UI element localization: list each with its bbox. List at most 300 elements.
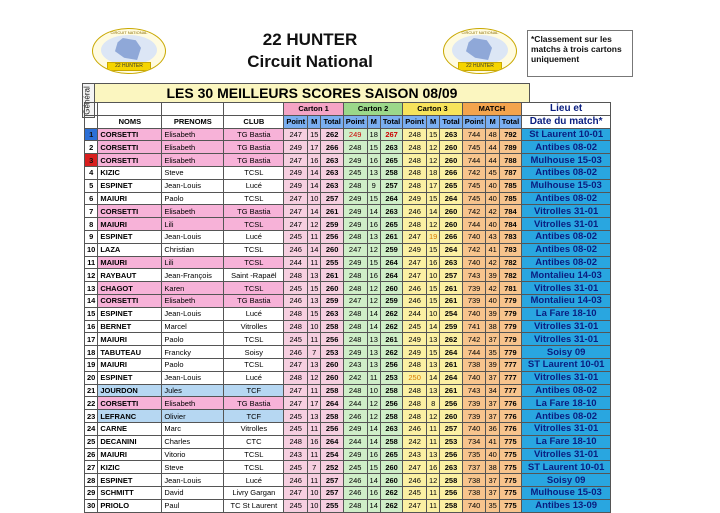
m-cell: 740 [462,371,486,384]
c1-cell: 248 [284,320,308,333]
c1-cell: 11 [308,333,321,346]
c1-cell: 263 [321,154,343,167]
logo-label: 22 HUNTER [458,62,502,71]
m-cell: 742 [462,243,486,256]
logo-ring-text: CIRCUIT NATIONAL [110,30,148,35]
name-cell: MAIURI [98,448,162,461]
name-cell: CARNE [98,422,162,435]
c3-cell: 248 [403,179,427,192]
lieu-cell: Mulhouse 15-03 [522,179,611,192]
c2-cell: 14 [367,422,380,435]
page-subtitle: Circuit National [247,52,373,71]
club-cell: Lucé [224,474,284,487]
club-cell: TCF [224,410,284,423]
table-row [85,243,611,256]
c1-cell: 13 [308,358,321,371]
c1-cell: 252 [321,461,343,474]
m-cell: 738 [462,486,486,499]
rank-cell: 27 [85,461,98,474]
c1-cell: 261 [321,269,343,282]
first-name-cell: Jean-Louis [162,371,224,384]
c3-cell: 12 [427,141,440,154]
c2-cell: 14 [367,499,380,512]
rank-cell: 16 [85,320,98,333]
c3-cell: 11 [427,422,440,435]
lieu-cell: Antibes 08-02 [522,256,611,269]
c2-cell: 264 [380,192,402,205]
c1-cell: 10 [308,499,321,512]
c3-cell: 253 [440,435,462,448]
table-row [85,230,611,243]
c2-cell: 261 [380,230,402,243]
c1-cell: 259 [321,294,343,307]
table-row [85,128,611,141]
c2-cell: 256 [380,397,402,410]
c3-cell: 265 [440,179,462,192]
c2-cell: 249 [343,346,367,359]
club-cell: TCSL [224,218,284,231]
c1-cell: 245 [284,410,308,423]
c3-cell: 15 [427,294,440,307]
c3-cell: 249 [403,333,427,346]
m-cell: 777 [499,358,521,371]
club-cell: TCSL [224,448,284,461]
name-cell: ESPINET [98,474,162,487]
m-cell: 36 [486,422,499,435]
rank-cell: 8 [85,218,98,231]
c1-cell: 257 [321,192,343,205]
club-cell: TG Bastia [224,128,284,141]
m-cell: 44 [486,141,499,154]
club-cell: Lucé [224,371,284,384]
name-cell: CHAGOT [98,282,162,295]
lieu-cell: Antibes 08-02 [522,166,611,179]
m-cell: 785 [499,179,521,192]
c1-cell: 16 [308,435,321,448]
c3-cell: 258 [440,499,462,512]
name-cell: BERNET [98,320,162,333]
m-cell: 789 [499,141,521,154]
c1-cell: 258 [321,384,343,397]
side-label: Général [82,86,92,115]
m-cell: 785 [499,192,521,205]
rank-cell: 5 [85,179,98,192]
name-cell: LAZA [98,243,162,256]
c3-cell: 11 [427,486,440,499]
name-cell: CORSETTI [98,294,162,307]
c1-cell: 262 [321,128,343,141]
name-cell: LEFRANC [98,410,162,423]
m-cell: 39 [486,269,499,282]
m-cell: 37 [486,397,499,410]
table-row [85,435,611,448]
c3-cell: 254 [440,307,462,320]
c2-cell: 260 [380,474,402,487]
rank-cell: 9 [85,230,98,243]
m-cell: 744 [462,154,486,167]
m-cell: 745 [462,179,486,192]
m-cell: 734 [462,435,486,448]
c2-cell: 18 [367,128,380,141]
total-header: Total [440,115,462,128]
blank-cell [85,103,98,116]
m-cell: 739 [462,294,486,307]
m-cell: 37 [486,474,499,487]
c1-cell: 258 [321,410,343,423]
c1-cell: 259 [321,218,343,231]
c2-cell: 14 [367,205,380,218]
name-cell: CORSETTI [98,141,162,154]
c1-cell: 17 [308,141,321,154]
match-header: MATCH [462,103,521,116]
c3-cell: 256 [440,486,462,499]
lieu-cell: Antibes 08-02 [522,230,611,243]
c3-cell: 15 [427,192,440,205]
c1-cell: 11 [308,230,321,243]
c1-cell: 14 [308,243,321,256]
m-cell: 40 [486,179,499,192]
m-cell: 783 [499,230,521,243]
c2-cell: 261 [380,333,402,346]
first-name-cell: Francky [162,346,224,359]
lieu-cell: ST Laurent 10-01 [522,461,611,474]
c1-cell: 260 [321,243,343,256]
m-cell: 739 [462,410,486,423]
table-row [85,192,611,205]
rank-cell: 18 [85,346,98,359]
rank-cell: 19 [85,358,98,371]
c1-cell: 245 [284,333,308,346]
m-cell: 40 [486,294,499,307]
rank-cell: 13 [85,282,98,295]
c2-cell: 16 [367,154,380,167]
c2-cell: 257 [380,179,402,192]
c3-cell: 246 [403,294,427,307]
c3-cell: 264 [440,346,462,359]
c1-cell: 11 [308,384,321,397]
name-cell: SCHMITT [98,486,162,499]
c3-cell: 13 [427,384,440,397]
lieu-cell: Vitrolles 31-01 [522,422,611,435]
m-cell: 775 [499,474,521,487]
rank-cell: 1 [85,128,98,141]
c3-cell: 256 [440,397,462,410]
m-cell: 742 [462,205,486,218]
club-cell: TCSL [224,358,284,371]
table-row [85,499,611,512]
c1-cell: 247 [284,397,308,410]
header-row-2 [85,115,611,128]
m-cell: 40 [486,218,499,231]
c2-cell: 262 [380,486,402,499]
c1-cell: 11 [308,474,321,487]
c1-cell: 247 [284,486,308,499]
rank-cell: 26 [85,448,98,461]
name-cell: DECANINI [98,435,162,448]
c2-cell: 12 [367,410,380,423]
c2-cell: 258 [380,435,402,448]
c3-cell: 245 [403,486,427,499]
rank-cell: 14 [85,294,98,307]
table-row [85,410,611,423]
c3-cell: 260 [440,410,462,423]
m-cell: 48 [486,128,499,141]
c2-cell: 248 [343,333,367,346]
rank-cell: 23 [85,410,98,423]
c2-cell: 11 [367,371,380,384]
c2-cell: 248 [343,230,367,243]
club-cell: CTC [224,435,284,448]
c2-cell: 262 [380,307,402,320]
c2-cell: 262 [380,320,402,333]
logo-right [443,28,517,74]
total-header: Total [380,115,402,128]
c3-cell: 14 [427,320,440,333]
name-cell: ESPINET [98,371,162,384]
m-cell: 782 [499,269,521,282]
c3-cell: 249 [403,243,427,256]
c3-cell: 8 [427,397,440,410]
lieu-cell: Vitrolles 31-01 [522,282,611,295]
header-row-1 [85,103,611,116]
m-cell: 787 [499,166,521,179]
c2-cell: 247 [343,243,367,256]
blank-cell [224,103,284,116]
c3-cell: 13 [427,333,440,346]
rank-cell: 21 [85,384,98,397]
m-cell: 735 [462,448,486,461]
lieu-cell: Montalieu 14-03 [522,294,611,307]
c3-cell: 242 [403,435,427,448]
c1-cell: 264 [321,435,343,448]
c2-cell: 15 [367,192,380,205]
table-row [85,474,611,487]
c1-cell: 249 [284,179,308,192]
m-cell: 38 [486,320,499,333]
m-cell: 38 [486,461,499,474]
c1-cell: 14 [308,166,321,179]
c3-cell: 248 [403,166,427,179]
c3-cell: 10 [427,269,440,282]
table-row [85,320,611,333]
c2-cell: 16 [367,448,380,461]
c1-cell: 254 [321,448,343,461]
club-cell: TG Bastia [224,141,284,154]
c3-cell: 11 [427,499,440,512]
name-cell: CORSETTI [98,205,162,218]
lieu-cell: Antibes 08-02 [522,384,611,397]
c3-cell: 16 [427,256,440,269]
c3-cell: 248 [403,384,427,397]
c2-cell: 13 [367,166,380,179]
table-row [85,307,611,320]
c3-cell: 19 [427,230,440,243]
lieu-cell: Antibes 08-02 [522,192,611,205]
m-cell: 742 [462,166,486,179]
c3-cell: 12 [427,474,440,487]
name-cell: PRIOLO [98,499,162,512]
c3-cell: 12 [427,154,440,167]
club-cell: TCSL [224,192,284,205]
c1-cell: 245 [284,499,308,512]
c2-cell: 248 [343,307,367,320]
first-name-cell: Karen [162,282,224,295]
c2-cell: 12 [367,397,380,410]
name-cell: TABUTEAU [98,346,162,359]
c1-cell: 11 [308,256,321,269]
first-name-cell: Elisabeth [162,141,224,154]
first-name-cell: Steve [162,461,224,474]
c2-cell: 249 [343,128,367,141]
blank-cell [85,115,98,128]
c3-cell: 261 [440,282,462,295]
c1-cell: 243 [284,448,308,461]
name-cell: MAIURI [98,333,162,346]
c2-cell: 246 [343,410,367,423]
rank-cell: 4 [85,166,98,179]
c2-cell: 267 [380,128,402,141]
c2-cell: 256 [380,358,402,371]
c1-cell: 248 [284,307,308,320]
m-cell: 745 [462,141,486,154]
c1-cell: 256 [321,230,343,243]
c1-cell: 257 [321,486,343,499]
lieu-cell: Antibes 08-02 [522,141,611,154]
c3-cell: 248 [403,141,427,154]
c2-cell: 249 [343,192,367,205]
c1-cell: 13 [308,269,321,282]
rank-cell: 24 [85,422,98,435]
rank-cell: 25 [85,435,98,448]
name-cell: ESPINET [98,307,162,320]
club-cell: TCSL [224,166,284,179]
m-header: M [308,115,321,128]
table-row [85,461,611,474]
c2-cell: 265 [380,154,402,167]
table-row [85,397,611,410]
name-cell: JOURDON [98,384,162,397]
rank-cell: 11 [85,256,98,269]
first-name-cell: Charles [162,435,224,448]
m-header: M [367,115,380,128]
rank-cell: 6 [85,192,98,205]
first-name-cell: Steve [162,166,224,179]
c2-cell: 260 [380,461,402,474]
name-cell: MAIURI [98,192,162,205]
c2-cell: 263 [380,141,402,154]
c1-cell: 247 [284,205,308,218]
club-cell: Saint -Rapaël [224,269,284,282]
c3-cell: 248 [403,128,427,141]
c3-cell: 257 [440,422,462,435]
m-cell: 740 [462,422,486,435]
lieu-cell: ST Laurent 10-01 [522,358,611,371]
lieu-cell: Antibes 13-09 [522,499,611,512]
lieu-cell: Montalieu 14-03 [522,269,611,282]
c1-cell: 10 [308,192,321,205]
c3-cell: 260 [440,205,462,218]
c3-cell: 259 [440,320,462,333]
c3-cell: 246 [403,205,427,218]
lieu-cell: Mulhouse 15-03 [522,154,611,167]
m-cell: 738 [462,474,486,487]
c3-cell: 13 [427,358,440,371]
c3-cell: 12 [427,218,440,231]
c2-cell: 249 [343,448,367,461]
c1-cell: 11 [308,448,321,461]
c2-cell: 247 [343,294,367,307]
club-cell: TC St Laurent [224,499,284,512]
m-cell: 40 [486,448,499,461]
carton3-header: Carton 3 [403,103,462,116]
name-cell: MAIURI [98,358,162,371]
c1-cell: 10 [308,320,321,333]
note-text: *Classement sur les matchs à trois cartons uniquement [531,34,622,64]
m-cell: 739 [462,282,486,295]
c1-cell: 247 [284,154,308,167]
c3-cell: 248 [403,154,427,167]
m-cell: 45 [486,166,499,179]
c3-cell: 12 [427,410,440,423]
m-cell: 41 [486,243,499,256]
m-cell: 784 [499,218,521,231]
lieu-cell: Vitrolles 31-01 [522,333,611,346]
c1-cell: 12 [308,371,321,384]
c3-cell: 15 [427,282,440,295]
m-cell: 743 [462,384,486,397]
club-cell: Lucé [224,179,284,192]
m-cell: 34 [486,384,499,397]
lieu-cell: Soisy 09 [522,346,611,359]
page-title: 22 HUNTER [262,30,358,49]
club-cell: TG Bastia [224,294,284,307]
lieu-cell: Mulhouse 15-03 [522,486,611,499]
m-cell: 44 [486,154,499,167]
c1-cell: 247 [284,218,308,231]
c3-cell: 247 [403,461,427,474]
first-name-cell: Vitorio [162,448,224,461]
c3-cell: 246 [403,422,427,435]
c1-cell: 263 [321,166,343,179]
total-header: Total [499,115,521,128]
c1-cell: 247 [284,192,308,205]
m-cell: 42 [486,256,499,269]
first-name-cell: Christian [162,243,224,256]
c2-cell: 248 [343,384,367,397]
c3-cell: 14 [427,205,440,218]
c3-cell: 263 [440,461,462,474]
c3-cell: 263 [440,256,462,269]
c2-cell: 15 [367,461,380,474]
c3-cell: 248 [403,358,427,371]
m-cell: 740 [462,230,486,243]
c1-cell: 13 [308,410,321,423]
c2-cell: 258 [380,384,402,397]
c2-cell: 249 [343,205,367,218]
club-cell: TCF [224,384,284,397]
club-cell: TCSL [224,256,284,269]
c1-cell: 10 [308,486,321,499]
first-name-cell: Paolo [162,333,224,346]
c1-cell: 13 [308,294,321,307]
c2-cell: 248 [343,141,367,154]
c3-cell: 264 [440,371,462,384]
first-name-cell: Paolo [162,358,224,371]
c1-cell: 7 [308,346,321,359]
club-cell: Lucé [224,307,284,320]
name-cell: RAYBAUT [98,269,162,282]
c3-cell: 17 [427,179,440,192]
